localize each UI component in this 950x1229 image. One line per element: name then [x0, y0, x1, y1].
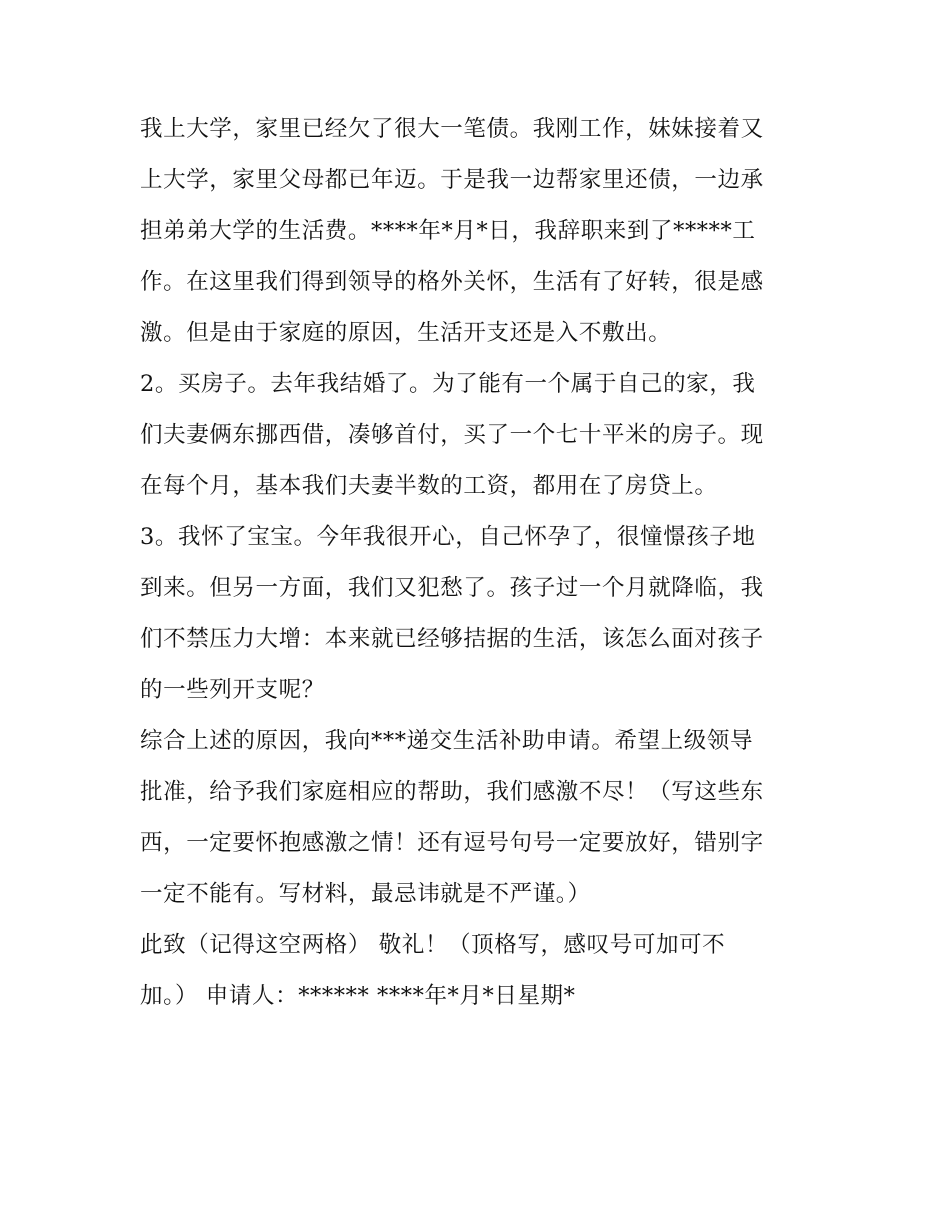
text-line: 一定不能有。写材料，最忌讳就是不严谨。）: [140, 881, 591, 907]
text-line: 3。我怀了宝宝。今年我很开心，自己怀孕了，很憧憬孩子地: [140, 524, 756, 550]
document-body: [140, 104, 820, 1022]
text-line: 到来。但另一方面，我们又犯愁了。孩子过一个月就降临，我: [140, 575, 764, 601]
text-line: 激。但是由于家庭的原因，生活开支还是入不敷出。: [140, 320, 672, 346]
text-line: 加。） 申请人：****** ****年*月*日星期*: [140, 983, 576, 1009]
text-line: 担弟弟大学的生活费。****年*月*日，我辞职来到了*****工: [140, 218, 756, 244]
text-line: 们不禁压力大增：本来就已经够拮据的生活，该怎么面对孩子: [140, 626, 764, 652]
text-line: 批准，给予我们家庭相应的帮助，我们感激不尽！（写这些东: [140, 779, 764, 805]
text-line: 此致（记得这空两格） 敬礼！（顶格写，感叹号可加可不: [140, 932, 726, 958]
text-line: 我上大学，家里已经欠了很大一笔债。我刚工作，妹妹接着又: [140, 116, 764, 142]
text-line: 在每个月，基本我们夫妻半数的工资，都用在了房贷上。: [140, 473, 718, 499]
text-line: 们夫妻俩东挪西借，凑够首付，买了一个七十平米的房子。现: [140, 422, 764, 448]
text-line: 上大学，家里父母都已年迈。于是我一边帮家里还债，一边承: [140, 167, 764, 193]
text-line: 综合上述的原因，我向***递交生活补助申请。希望上级领导: [140, 728, 754, 754]
text-line: 的一些列开支呢？: [140, 677, 325, 703]
text-line: 西，一定要怀抱感激之情！还有逗号句号一定要放好，错别字: [140, 830, 764, 856]
text-line: 作。在这里我们得到领导的格外关怀，生活有了好转，很是感: [140, 269, 764, 295]
text-line: 2。买房子。去年我结婚了。为了能有一个属于自己的家，我: [140, 371, 756, 397]
